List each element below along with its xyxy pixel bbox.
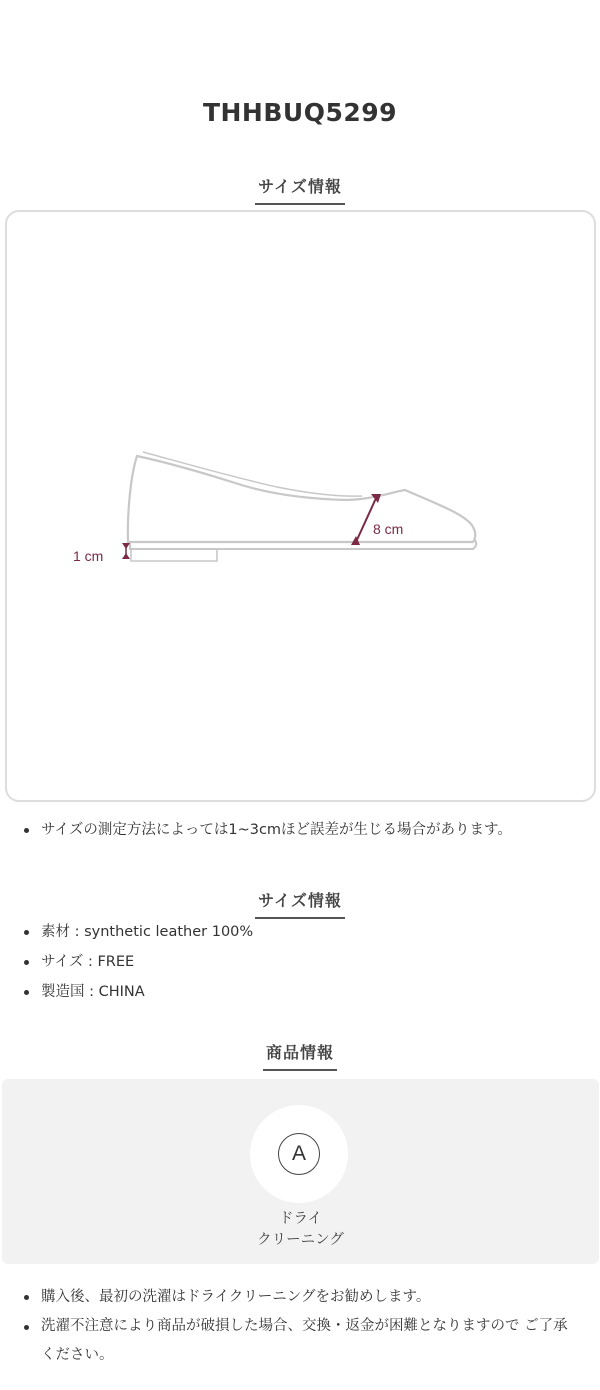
shoe-diagram: [7, 212, 598, 804]
spec-list: [22, 917, 582, 1007]
product-info-heading-text: 商品情報: [263, 1040, 337, 1071]
product-code: THHBUQ5299: [202, 98, 398, 127]
care-instructions-box: [2, 1079, 599, 1264]
care-label: [2, 1209, 599, 1251]
shoe-upper-edge: [143, 452, 362, 496]
dry-clean-icon: A: [278, 1133, 320, 1175]
care-note: 購入後、最初の洗濯はドライクリーニングをお勧めします。: [22, 1282, 582, 1312]
shoe-heel: [131, 549, 217, 561]
measurement-note: サイズの測定方法によっては1~3cmほど誤差が生じる場合があります。: [22, 815, 582, 845]
care-label-line1: ドライ: [278, 1211, 323, 1227]
measurement-note-list: [22, 815, 582, 845]
size-diagram-box: [5, 210, 596, 802]
spec-heading: [0, 888, 600, 919]
spec-heading-text: サイズ情報: [255, 888, 345, 919]
shoe-outline-icon: [128, 456, 475, 542]
care-label-line2: クリーニング: [257, 1232, 344, 1248]
care-symbol-circle: [250, 1105, 348, 1203]
size-info-heading-text: サイズ情報: [255, 174, 345, 205]
depth-measure-top-arrow: [371, 494, 381, 503]
size-info-heading: [0, 174, 600, 205]
spec-size: サイズ : FREE: [22, 947, 582, 977]
spec-origin: 製造国 : CHINA: [22, 977, 582, 1007]
care-note: 洗濯不注意により商品が破損した場合、交換・返金が困難となりますので ご了承ください。: [22, 1312, 582, 1370]
product-info-heading: [0, 1040, 600, 1071]
heel-measure-label: 1 cm: [73, 548, 104, 564]
care-notes-list: [22, 1282, 582, 1370]
depth-measure-label: 8 cm: [373, 521, 404, 537]
spec-material: 素材 : synthetic leather 100%: [22, 917, 582, 947]
